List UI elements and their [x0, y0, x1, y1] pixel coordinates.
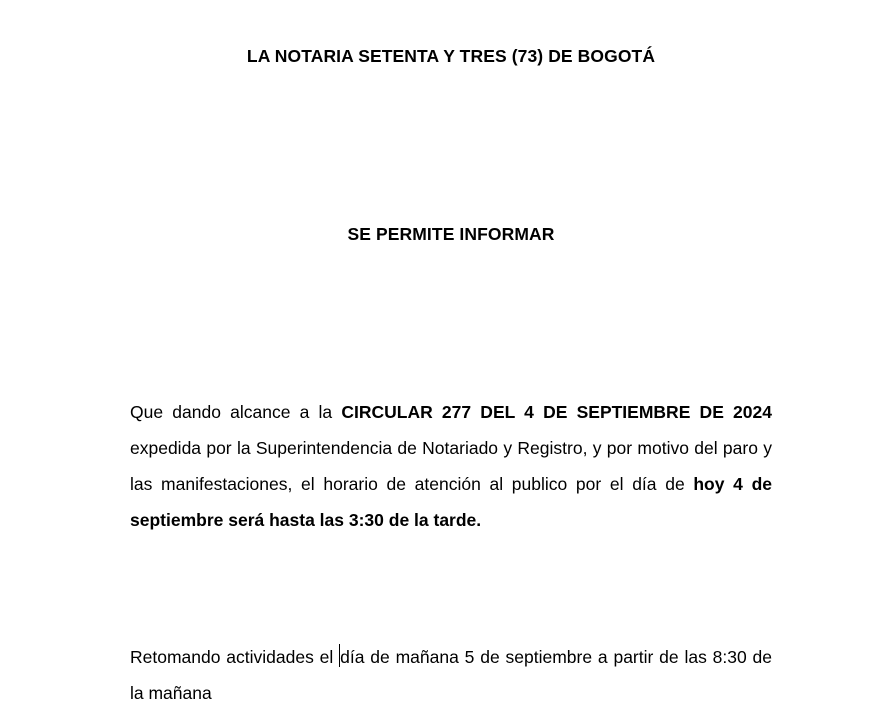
paragraph-retomando-after-cursor: día de mañana 5 de septiembre a partir de las 8:30 de la mañana — [130, 647, 773, 703]
paragraph-retomando — [130, 639, 772, 711]
paragraph-circular-schedule: hoy 4 de septiembre será hasta las 3:30 de la tarde. — [130, 474, 772, 530]
document-subtitle: SE PERMITE INFORMAR — [347, 224, 555, 244]
paragraph-circular — [130, 394, 772, 538]
paragraph-circular-lead: Que dando alcance a la — [130, 402, 342, 422]
document-title: LA NOTARIA SETENTA Y TRES (73) DE BOGOTÁ — [246, 46, 656, 66]
paragraph-circular-reference: CIRCULAR 277 DEL 4 DE SEPTIEMBRE DE 2024 — [341, 402, 772, 422]
paragraph-retomando-before-cursor: Retomando actividades el — [130, 647, 340, 667]
paragraph-circular-body: expedida por la Superintendencia de Notariado y Registro, y por motivo del paro y las manifestaciones, el horario de atención al publico por el día de — [130, 438, 772, 494]
